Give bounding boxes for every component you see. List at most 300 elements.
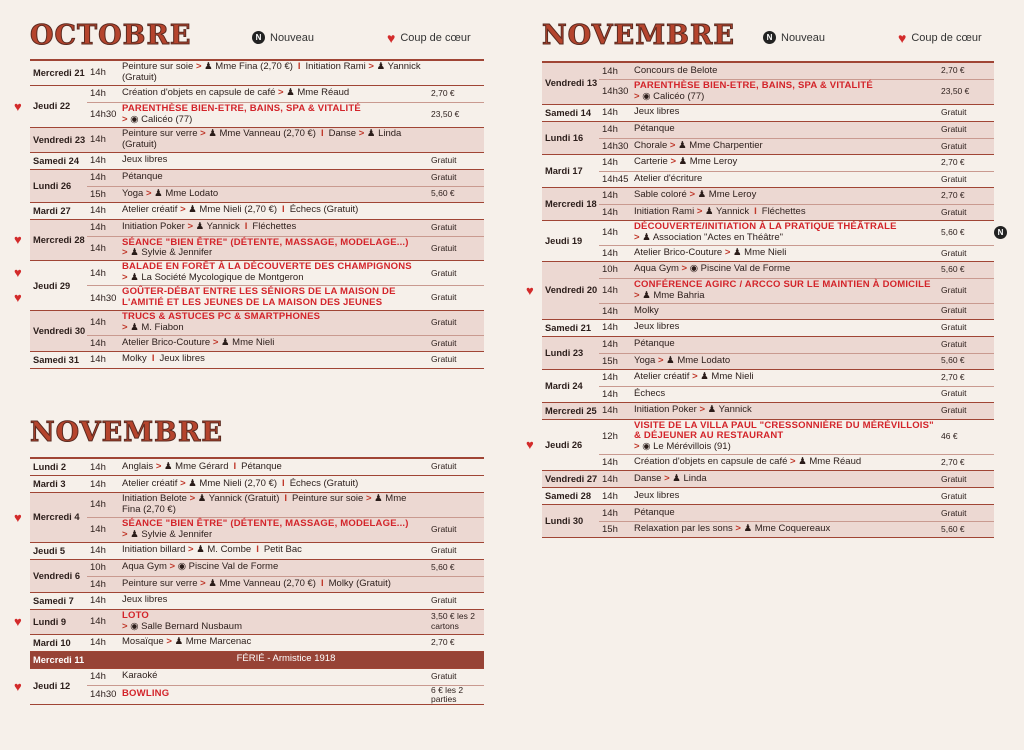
day-label: Vendredi 30 [33,325,86,336]
activity-desc: Pétanque [634,338,675,350]
day-label: Jeudi 5 [33,545,66,556]
price-label: Gratuit [431,670,457,681]
activity-desc: Peinture sur soie > ♟ Mme Fina (2,70 €) I Initiation Rami > ♟ Yannick (Gratuit) [122,61,421,83]
heart-icon: ♥ [526,282,534,298]
time-label: 14h [90,134,106,146]
day-label: Samedi 21 [545,322,591,333]
legend-new-right [763,31,825,44]
price-label: 2,70 € [941,190,965,201]
table-row [30,635,484,652]
day-label: Mardi 3 [33,479,66,489]
day-label: Mercredi 25 [545,405,597,416]
time-label: 14h30 [602,140,629,152]
activity-desc: Jeux libres [634,106,680,118]
time-label: 15h [602,355,618,367]
heart-icon: ♥ [387,30,396,46]
price-label: Gratuit [431,242,457,253]
day-label: Samedi 31 [33,354,79,365]
highlight-title: PARENTHÈSE BIEN-ETRE, BAINS, SPA & VITALITÉ [634,80,873,91]
table-row [30,457,484,476]
activity-slot [599,278,994,303]
activity-desc: Sable coloré > ♟ Mme Leroy [634,189,757,201]
activity-detail: > ♟ Association "Actes en Théâtre" [634,231,783,243]
price-label: Gratuit [431,292,457,303]
activity-slot [599,353,994,369]
day-label: Vendredi 20 [545,285,598,296]
activity-slot [87,153,484,169]
activity-slot [87,652,484,668]
price-label: Gratuit [431,545,457,556]
time-label: 14h [602,247,618,259]
table-novembre-right [542,61,994,538]
time-label: 14h [90,317,106,329]
table-row [30,86,484,128]
day-label: Mercredi 11 [33,654,85,665]
time-label: 14h30 [90,689,117,701]
activity-detail: > ♟ La Société Mycologique de Montgeron [122,272,304,284]
day-label: Mercredi 4 [33,512,80,523]
highlight-title: SÉANCE "BIEN ÊTRE" (DÉTENTE, MASSAGE, MODELAGE...) [122,236,409,248]
table-row [30,220,484,262]
time-label: 14h [90,172,106,184]
day-label: Jeudi 12 [33,681,71,692]
activity-detail: > ◉ Salle Bernard Nusbaum [122,620,242,632]
activity-slot [599,245,994,261]
table-row [30,560,484,593]
activity-desc: Initiation Poker > ♟ Yannick [634,404,752,416]
table-row [30,610,484,635]
table-novembre-left [30,457,484,705]
heart-icon: ♥ [526,437,534,453]
activity-slot [87,261,484,285]
time-label: 14h30 [90,109,117,121]
price-label: Gratuit [941,107,967,118]
legend-fav [387,31,471,45]
time-label: 10h [90,562,106,574]
table-row [30,652,484,669]
activity-desc: Peinture sur verre > ♟ Mme Vanneau (2,70 €) I Molky (Gratuit) [122,577,391,589]
heart-icon: ♥ [14,678,22,694]
time-label: 14h [90,545,106,557]
day-label: Jeudi 19 [545,235,583,246]
table-row [542,403,994,420]
activity-slot [599,171,994,187]
time-label: 14h [602,457,618,469]
activity-slot [599,105,994,121]
time-label: 14h [90,267,106,279]
price-label: 23,50 € [431,109,460,120]
day-label: Samedi 7 [33,595,74,606]
day-label: Lundi 16 [545,132,584,143]
activity-desc: Atelier d'écriture [634,172,703,184]
activity-desc: Initiation billard > ♟ M. Combe I Petit Bac [122,544,302,556]
activity-desc: Peinture sur verre > ♟ Mme Vanneau (2,70 €) I Danse > ♟ Linda (Gratuit) [122,127,402,150]
activity-desc: Initiation Belote > ♟ Yannick (Gratuit) I Peinture sur soie > ♟ Mme Fina (2,70 €) [122,493,407,515]
day-label: Vendredi 6 [33,570,81,581]
price-label: Gratuit [431,595,457,606]
highlight-title: SÉANCE "BIEN ÊTRE" (DÉTENTE, MASSAGE, MODELAGE...) [122,517,409,529]
time-label: 14h [90,616,106,628]
table-row [30,128,484,153]
activity-desc: Concours de Belote [634,64,718,76]
table-row [30,311,484,352]
activity-desc [120,237,429,261]
time-label: 14h [602,372,618,384]
activity-slot [599,454,994,470]
time-label: 14h30 [602,86,629,98]
price-label: Gratuit [941,305,967,316]
activity-desc [120,261,429,285]
activity-desc: Jeux libres [634,489,680,501]
activity-desc: Jeux libres [122,594,168,606]
activity-desc: Création d'objets en capsule de café > ♟ Mme Réaud [634,456,862,468]
table-row [542,420,994,472]
heart-icon: ♥ [14,232,22,248]
day-label: Jeudi 22 [33,101,71,112]
table-row [542,122,994,155]
day-label: Vendredi 23 [33,134,86,145]
highlight-title: PARENTHÈSE BIEN-ETRE, BAINS, SPA & VITALITÉ [122,102,361,114]
price-label: Gratuit [941,338,967,349]
time-label: 15h [90,188,106,200]
table-row [542,188,994,221]
price-label: 3,50 € les 2 cartons [431,611,475,631]
table-row [542,488,994,505]
day-label: Mardi 17 [545,165,583,176]
price-label: Gratuit [941,284,967,295]
time-label: 15h [602,524,618,536]
activity-slot [599,221,994,245]
time-label: 14h [602,285,618,297]
day-label: Vendredi 13 [545,78,598,89]
price-label: Gratuit [941,247,967,258]
activity-detail: > ♟ Sylvie & Jennifer [122,528,213,540]
activity-detail: > ♟ Mme Bahria [634,289,705,301]
time-label: 14h [602,339,618,351]
table-row [30,493,484,543]
highlight-title: GOÛTER-DÉBAT ENTRE LES SÉNIORS DE LA MAISON DE L'AMITIÉ ET LES JEUNES DE LA MAISON DES JEUNES [122,286,396,309]
day-label: Mardi 27 [33,205,71,216]
activity-desc: Atelier créatif > ♟ Mme Nieli (2,70 €) I Échecs (Gratuit) [122,204,359,216]
legend-new-label: Nouveau [781,31,826,44]
table-row [30,593,484,610]
heart-icon: ♥ [898,30,907,46]
activity-slot [599,320,994,336]
activity-slot [599,471,994,487]
day-label: Lundi 26 [33,180,72,191]
price-label: Gratuit [941,404,967,415]
legend-fav-label: Coup de cœur [911,32,982,44]
activity-desc: Aqua Gym > ◉ Piscine Val de Forme [122,561,279,573]
time-label: 14h45 [602,173,629,185]
time-label: 14h [90,478,106,490]
activity-desc [120,103,429,127]
day-label: Mardi 10 [33,637,71,648]
activity-desc: Molky I Jeux libres [122,353,205,365]
time-label: 14h [90,354,106,366]
activity-slot [599,79,994,104]
highlight-title: VISITE DE LA VILLA PAUL "CRESSONNIÈRE DU MÉRÉVILLOIS" & DÉJEUNER AU RESTAURANT [634,419,934,442]
activity-desc: Yoga > ♟ Mme Lodato [634,354,731,366]
table-row [30,543,484,560]
heart-icon: ♥ [14,289,22,305]
activity-slot [87,335,484,351]
price-label: 5,60 € [941,227,965,238]
activity-desc: Atelier Brico-Couture > ♟ Mme Nieli [634,246,787,258]
time-label: 14h [90,205,106,217]
price-label: Gratuit [431,221,457,232]
highlight-title: TRUCS & ASTUCES PC & SMARTPHONES [122,311,321,323]
time-label: 14h [90,222,106,234]
activity-desc [120,311,429,335]
activity-desc: Molky [634,304,659,316]
title-novembre-right: NOVEMBRE [542,20,735,51]
activity-slot [599,420,994,455]
time-label: 14h [90,499,106,511]
activity-desc: Initiation Poker > ♟ Yannick I Fléchettes [122,221,297,233]
price-label: 5,60 € [431,562,455,573]
price-label: 46 € [941,431,958,442]
activity-slot [87,203,484,219]
table-row [542,337,994,370]
table-row [542,471,994,488]
activity-desc: Pétanque [634,506,675,518]
price-label: Gratuit [941,507,967,518]
time-label: 14h [602,124,618,136]
table-row [30,476,484,493]
activity-desc [632,80,939,104]
activity-detail: > ◉ Calicéo (77) [634,90,705,102]
time-label: 14h [602,490,618,502]
day-label: Jeudi 26 [545,439,583,450]
activity-slot [87,311,484,335]
activity-desc: Échecs [634,387,666,399]
heart-icon: ♥ [14,265,22,281]
time-label: 14h [602,107,618,119]
title-octobre: OCTOBRE [30,20,192,51]
time-label: 14h30 [90,292,117,304]
price-label: 2,70 € [941,371,965,382]
time-label: 10h [602,264,618,276]
activity-desc [120,286,429,310]
activity-slot [87,669,484,685]
price-label: 2,70 € [431,636,455,647]
table-row [30,669,484,706]
activity-slot [599,370,994,386]
activity-desc: Jeux libres [634,321,680,333]
activity-desc: Atelier créatif > ♟ Mme Nieli (2,70 €) I Échecs (Gratuit) [122,477,359,489]
activity-slot [599,337,994,353]
activity-slot [599,521,994,537]
activity-slot [599,403,994,419]
price-label: Gratuit [431,524,457,535]
price-label: 5,60 € [941,264,965,275]
time-label: 14h [602,322,618,334]
time-label: 14h [90,524,106,536]
table-row [542,61,994,105]
price-label: Gratuit [431,267,457,278]
time-label: 14h [602,305,618,317]
time-label: 14h [602,507,618,519]
day-label: Samedi 28 [545,491,591,502]
price-label: 2,70 € [431,88,455,99]
legend-new [252,31,314,44]
activity-slot [599,122,994,138]
day-label: Lundi 30 [545,516,584,527]
activity-desc [120,518,429,542]
day-label: Samedi 24 [33,155,79,166]
price-label: Gratuit [431,154,457,165]
time-label: 14h [90,637,106,649]
highlight-title: BOWLING [122,688,170,700]
activity-slot [599,488,994,504]
price-label: Gratuit [431,337,457,348]
activity-desc: Pétanque [634,123,675,135]
activity-slot [599,188,994,204]
price-label: Gratuit [941,473,967,484]
activity-slot [599,262,994,278]
activity-slot [87,476,484,492]
time-label: 14h [602,190,618,202]
activity-slot [87,352,484,368]
price-label: Gratuit [431,461,457,472]
price-label: 5,60 € [431,188,455,199]
activity-desc: Karaoké [122,670,158,682]
activity-slot [599,303,994,319]
activity-desc: Initiation Rami > ♟ Yannick I Fléchettes [634,205,806,217]
time-label: 14h [90,595,106,607]
day-label: Jeudi 29 [33,280,71,291]
activity-detail: > ◉ Le Mérévillois (91) [634,441,731,453]
activity-desc: Relaxation par les sons > ♟ Mme Coquereaux [634,523,831,535]
activity-desc: Mosaïque > ♟ Mme Marcenac [122,636,252,648]
price-label: 2,70 € [941,157,965,168]
price-label: Gratuit [941,490,967,501]
activity-desc: Anglais > ♟ Mme Gérard I Pétanque [122,460,282,472]
time-label: 12h [602,431,618,443]
day-label: Vendredi 27 [545,474,598,485]
new-badge-icon: N [763,31,776,44]
table-row [30,352,484,369]
activity-slot [87,685,484,705]
day-label: Lundi 23 [545,347,584,358]
table-row [542,505,994,538]
activity-detail: > ♟ Sylvie & Jennifer [122,247,213,259]
time-label: 14h [90,578,106,590]
price-label: Gratuit [941,140,967,151]
day-label: Mercredi 28 [33,234,85,245]
activity-desc: Atelier Brico-Couture > ♟ Mme Nieli [122,336,275,348]
activity-desc [632,221,939,245]
table-row [542,221,994,262]
highlight-title: DÉCOUVERTE/INITIATION À LA PRATIQUE THÉÂTRALE [634,220,897,232]
time-label: 14h [602,227,618,239]
table-row [542,105,994,122]
day-label: Lundi 2 [33,462,67,472]
activity-desc: Danse > ♟ Linda [634,472,707,484]
time-label: 14h [602,405,618,417]
table-octobre [30,59,484,369]
activity-slot [87,576,484,592]
time-label: 14h [90,155,106,167]
time-label: 14h [602,473,618,485]
price-label: 23,50 € [941,86,970,97]
time-label: 14h [90,242,106,254]
activity-slot [599,386,994,402]
activity-slot [599,155,994,171]
table-row [542,320,994,337]
highlight-title: LOTO [122,609,150,621]
price-label: Gratuit [941,388,967,399]
day-label: Mardi 24 [545,380,583,391]
activity-slot [599,63,994,79]
activity-slot [599,505,994,521]
activity-desc: Création d'objets en capsule de café > ♟ Mme Réaud [122,87,350,99]
activity-slot [87,593,484,609]
price-label: 2,70 € [941,65,965,76]
activity-slot [87,459,484,475]
legend-new-label: Nouveau [270,31,315,44]
activity-desc: Atelier créatif > ♟ Mme Nieli [634,371,754,383]
activity-desc [120,688,429,701]
price-label: Gratuit [941,124,967,135]
activity-slot [87,170,484,186]
activity-desc [632,420,939,455]
table-row [542,155,994,188]
activity-slot [87,560,484,576]
price-label: 5,60 € [941,524,965,535]
activity-slot [87,186,484,202]
table-row [542,370,994,403]
activity-desc [632,279,939,303]
time-label: 14h [602,157,618,169]
activity-desc: FÉRIÉ - Armistice 1918 [236,653,336,665]
table-row [30,203,484,220]
highlight-title: CONFÉRENCE AGIRC / ARCCO SUR LE MAINTIEN À DOMICILE [634,278,931,290]
heart-icon: ♥ [14,98,22,114]
activity-desc: Yoga > ♟ Mme Lodato [122,187,219,199]
price-label: Gratuit [941,206,967,217]
activity-desc: Jeux libres [122,154,168,166]
price-label: Gratuit [431,354,457,365]
day-label: Mercredi 21 [33,67,85,78]
table-row [30,153,484,170]
legend-fav-label: Coup de cœur [400,32,471,44]
activity-desc [120,610,429,634]
activity-detail: > ♟ M. Fiabon [122,321,184,333]
activity-slot [87,543,484,559]
new-badge-icon: N [994,226,1007,239]
activity-slot [87,610,484,634]
activity-slot [87,86,484,102]
price-label: Gratuit [941,173,967,184]
activity-slot [87,102,484,127]
activity-desc: Pétanque [122,171,163,183]
price-label: 5,60 € [941,355,965,366]
day-label: Lundi 9 [33,616,67,627]
activity-slot [87,517,484,542]
day-label: Samedi 14 [545,107,591,118]
activity-slot [87,128,484,152]
activity-slot [87,285,484,310]
activity-slot [599,138,994,154]
activity-desc: Chorale > ♟ Mme Charpentier [634,139,763,151]
time-label: 14h [90,461,106,473]
activity-desc: Carterie > ♟ Mme Leroy [634,156,738,168]
activity-slot [87,493,484,517]
price-label: 6 € les 2 parties [431,684,464,704]
table-row [30,261,484,311]
